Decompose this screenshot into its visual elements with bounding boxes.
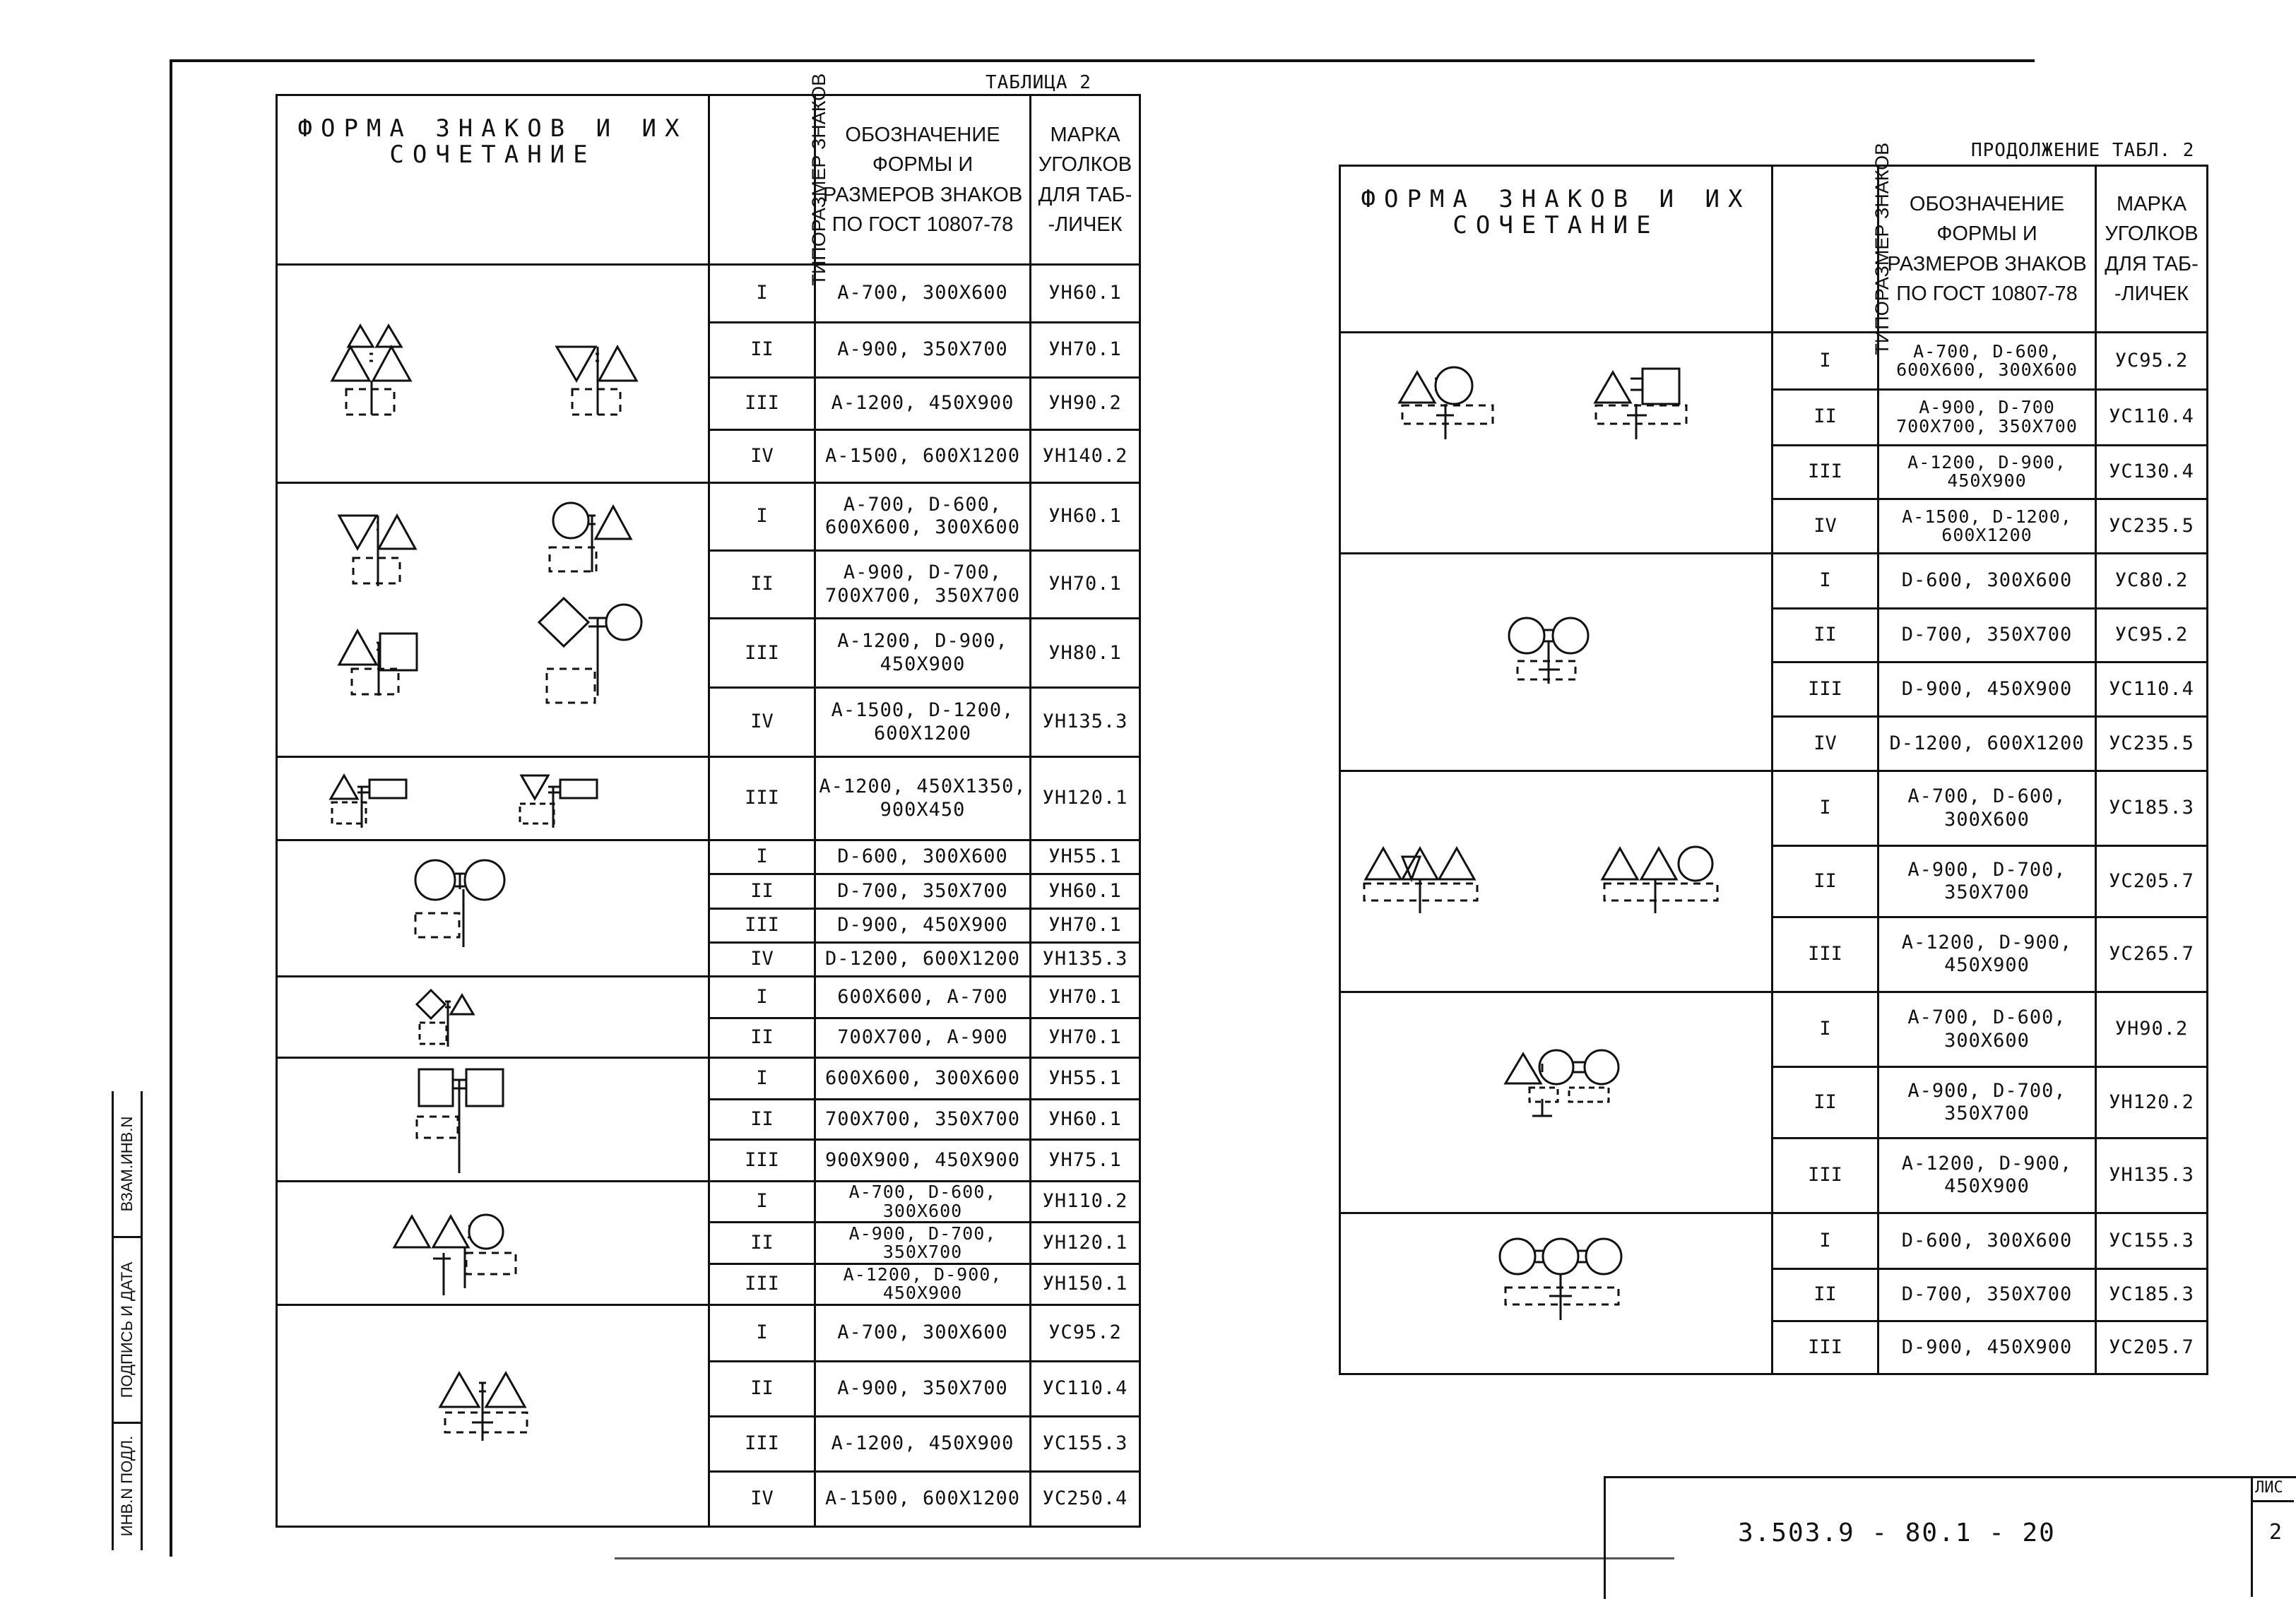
sheet-label: ЛИС bbox=[2255, 1479, 2283, 1497]
size-type-cell: III bbox=[709, 757, 815, 840]
designation-cell: А-900, D-700, 350Х700 bbox=[815, 1223, 1031, 1264]
mark-cell: УН80.1 bbox=[1031, 619, 1140, 688]
table-header-row bbox=[277, 95, 1140, 265]
designation-cell: А-1200, D-900, 450Х900 bbox=[1878, 917, 2096, 992]
designation-cell: D-600, 300Х600 bbox=[1878, 1213, 2096, 1269]
mark-cell: УН60.1 bbox=[1031, 1100, 1140, 1140]
size-type-cell: I bbox=[1773, 992, 1878, 1067]
size-type-cell: III bbox=[709, 1139, 815, 1181]
stamp-replace-inv: ВЗАМ.ИНВ.N bbox=[114, 1091, 141, 1238]
mark-cell: УН140.2 bbox=[1031, 430, 1140, 483]
sign-combination-triangle-row bbox=[1340, 771, 1773, 992]
stamp-signature-date: ПОДПИСЬ И ДАТА bbox=[114, 1238, 141, 1424]
stamp-inv-orig: ИНВ.N ПОДЛ. bbox=[118, 1435, 136, 1537]
table-row bbox=[1340, 554, 2208, 609]
mark-cell: УС130.4 bbox=[2096, 445, 2208, 499]
designation-cell: А-1200, 450Х900 bbox=[815, 1417, 1031, 1472]
designation-cell: А-900, 350Х700 bbox=[815, 1362, 1031, 1417]
sign-combination-triangles-circle bbox=[277, 1182, 709, 1305]
mark-cell: УН135.3 bbox=[2096, 1138, 2208, 1213]
header-form-of-signs: ФОРМА ЗНАКОВ И ИХ СОЧЕТАНИЕ bbox=[277, 95, 709, 265]
mark-cell: УН55.1 bbox=[1031, 1058, 1140, 1100]
size-type-cell: I bbox=[1773, 1213, 1878, 1269]
table-row bbox=[277, 977, 1140, 1018]
size-type-cell: II bbox=[1773, 1268, 1878, 1321]
designation-cell: А-1200, D-900, 450Х900 bbox=[815, 619, 1031, 688]
designation-cell: D-700, 350Х700 bbox=[1878, 1268, 2096, 1321]
designation-cell: А-1500, 600Х1200 bbox=[815, 430, 1031, 483]
designation-cell: А-1200, 450Х900 bbox=[815, 378, 1031, 430]
header-designation: ОБОЗНАЧЕНИЕ ФОРМЫ И РАЗМЕРОВ ЗНАКОВ ПО ГОСТ 10807-78 bbox=[815, 95, 1031, 265]
table-row bbox=[1340, 333, 2208, 390]
mark-cell: УС95.2 bbox=[1031, 1305, 1140, 1362]
sign-combination-diamond-triangle bbox=[277, 977, 709, 1058]
table-row bbox=[1340, 1213, 2208, 1269]
mark-cell: УС250.4 bbox=[1031, 1472, 1140, 1527]
mark-cell: УС95.2 bbox=[2096, 609, 2208, 662]
size-type-cell: II bbox=[1773, 846, 1878, 917]
table-row bbox=[277, 757, 1140, 840]
mark-cell: УН70.1 bbox=[1031, 550, 1140, 619]
sign-combination-two-triangles-post bbox=[277, 1305, 709, 1527]
size-type-cell: III bbox=[709, 378, 815, 430]
size-type-cell: II bbox=[709, 323, 815, 378]
header-form-of-signs: ФОРМА ЗНАКОВ И ИХ СОЧЕТАНИЕ bbox=[1340, 166, 1773, 333]
designation-cell: D-900, 450Х900 bbox=[1878, 1321, 2096, 1374]
size-type-cell: III bbox=[1773, 1138, 1878, 1213]
size-type-cell: II bbox=[1773, 389, 1878, 445]
header-size-type: ТИПОРАЗМЕР ЗНАКОВ bbox=[709, 95, 815, 265]
size-type-cell: II bbox=[709, 874, 815, 908]
mark-cell: УН110.2 bbox=[1031, 1182, 1140, 1223]
designation-cell: А-1500, D-1200, 600Х1200 bbox=[1878, 499, 2096, 554]
designation-cell: А-1500, D-1200, 600Х1200 bbox=[815, 688, 1031, 757]
designation-cell: А-700, 300Х600 bbox=[815, 1305, 1031, 1362]
mark-cell: УН90.2 bbox=[2096, 992, 2208, 1067]
mark-cell: УН135.3 bbox=[1031, 688, 1140, 757]
sign-combination-triangle-two-circles bbox=[1340, 992, 1773, 1213]
table-header-row bbox=[1340, 166, 2208, 333]
sheet-number: 2 bbox=[2269, 1520, 2283, 1545]
mark-cell: УС265.7 bbox=[2096, 917, 2208, 992]
designation-cell: А-700, 300Х600 bbox=[815, 265, 1031, 323]
designation-cell: D-700, 350Х700 bbox=[815, 874, 1031, 908]
size-type-cell: I bbox=[709, 483, 815, 551]
sign-combination-triangles bbox=[277, 265, 709, 483]
mark-cell: УС205.7 bbox=[2096, 1321, 2208, 1374]
mark-cell: УН60.1 bbox=[1031, 874, 1140, 908]
designation-cell: D-600, 300Х600 bbox=[815, 840, 1031, 874]
mark-cell: УН150.1 bbox=[1031, 1264, 1140, 1304]
table-row bbox=[277, 1058, 1140, 1100]
designation-cell: D-900, 450Х900 bbox=[815, 908, 1031, 942]
mark-cell: УС110.4 bbox=[1031, 1362, 1140, 1417]
designation-cell: D-1200, 600Х1200 bbox=[815, 942, 1031, 976]
size-type-cell: I bbox=[709, 977, 815, 1018]
table-row bbox=[277, 840, 1140, 874]
mark-cell: УН70.1 bbox=[1031, 323, 1140, 378]
designation-cell: А-700, D-600, 300Х600 bbox=[815, 1182, 1031, 1223]
size-type-cell: II bbox=[1773, 1067, 1878, 1138]
size-type-cell: IV bbox=[1773, 499, 1878, 554]
mark-cell: УС185.3 bbox=[2096, 1268, 2208, 1321]
size-type-cell: III bbox=[709, 1264, 815, 1304]
table-row bbox=[1340, 992, 2208, 1067]
frame-bottom-line bbox=[615, 1557, 1674, 1559]
size-type-cell: I bbox=[1773, 333, 1878, 390]
mark-cell: УС155.3 bbox=[1031, 1417, 1140, 1472]
sheet-divider bbox=[2251, 1500, 2294, 1502]
designation-cell: 700Х700, 350Х700 bbox=[815, 1100, 1031, 1140]
size-type-cell: III bbox=[1773, 1321, 1878, 1374]
designation-cell: D-700, 350Х700 bbox=[1878, 609, 2096, 662]
mark-cell: УН70.1 bbox=[1031, 1018, 1140, 1058]
size-type-cell: III bbox=[1773, 662, 1878, 717]
designation-cell: А-900, 350Х700 bbox=[815, 323, 1031, 378]
designation-cell: А-1200, D-900, 450Х900 bbox=[1878, 1138, 2096, 1213]
size-type-cell: II bbox=[709, 1018, 815, 1058]
designation-cell: D-1200, 600Х1200 bbox=[1878, 717, 2096, 771]
size-type-cell: II bbox=[709, 1362, 815, 1417]
size-type-cell: IV bbox=[709, 942, 815, 976]
designation-cell: А-900, D-700, 700Х700, 350Х700 bbox=[815, 550, 1031, 619]
mark-cell: УН90.2 bbox=[1031, 378, 1140, 430]
mark-cell: УС235.5 bbox=[2096, 717, 2208, 771]
designation-cell: А-1200, 450Х1350, 900Х450 bbox=[815, 757, 1031, 840]
designation-cell: А-900, D-700 700Х700, 350Х700 bbox=[1878, 389, 2096, 445]
mark-cell: УС95.2 bbox=[2096, 333, 2208, 390]
mark-cell: УС205.7 bbox=[2096, 846, 2208, 917]
header-size-type: ТИПОРАЗМЕР ЗНАКОВ bbox=[1773, 166, 1878, 333]
frame-left-line bbox=[170, 59, 172, 1557]
table-row bbox=[1340, 771, 2208, 846]
sign-combination-two-squares bbox=[277, 1058, 709, 1182]
mark-cell: УС110.4 bbox=[2096, 389, 2208, 445]
header-angle-mark: МАРКА УГОЛКОВ ДЛЯ ТАБ- -ЛИЧЕК bbox=[1031, 95, 1140, 265]
sign-combination-two-circles bbox=[1340, 554, 1773, 771]
designation-cell: А-900, D-700, 350Х700 bbox=[1878, 1067, 2096, 1138]
size-type-cell: III bbox=[709, 619, 815, 688]
size-type-cell: I bbox=[1773, 771, 1878, 846]
designation-cell: D-900, 450Х900 bbox=[1878, 662, 2096, 717]
sign-combination-mixed bbox=[277, 483, 709, 757]
sign-combination-triangle-circle-square bbox=[1340, 333, 1773, 554]
table-row bbox=[277, 1305, 1140, 1362]
size-type-cell: II bbox=[709, 550, 815, 619]
size-type-cell: I bbox=[709, 1058, 815, 1100]
size-type-cell: I bbox=[709, 265, 815, 323]
mark-cell: УС185.3 bbox=[2096, 771, 2208, 846]
mark-cell: УН120.2 bbox=[2096, 1067, 2208, 1138]
sign-combination-triangle-rectangle bbox=[277, 757, 709, 840]
designation-cell: 600Х600, 300Х600 bbox=[815, 1058, 1031, 1100]
size-type-cell: I bbox=[709, 840, 815, 874]
designation-cell: А-900, D-700, 350Х700 bbox=[1878, 846, 2096, 917]
mark-cell: УН70.1 bbox=[1031, 908, 1140, 942]
mark-cell: УН120.1 bbox=[1031, 757, 1140, 840]
table-row bbox=[277, 483, 1140, 551]
size-type-cell: I bbox=[709, 1182, 815, 1223]
frame-top-line bbox=[170, 59, 2035, 62]
designation-cell: А-700, D-600, 300Х600 bbox=[1878, 771, 2096, 846]
size-type-cell: IV bbox=[709, 430, 815, 483]
size-type-cell: II bbox=[1773, 609, 1878, 662]
size-type-cell: II bbox=[709, 1100, 815, 1140]
size-type-cell: IV bbox=[1773, 717, 1878, 771]
mark-cell: УС235.5 bbox=[2096, 499, 2208, 554]
header-designation: ОБОЗНАЧЕНИЕ ФОРМЫ И РАЗМЕРОВ ЗНАКОВ ПО ГОСТ 10807-78 bbox=[1878, 166, 2096, 333]
size-type-cell: III bbox=[1773, 445, 1878, 499]
designation-cell: А-1200, D-900, 450Х900 bbox=[815, 1264, 1031, 1304]
size-type-cell: III bbox=[1773, 917, 1878, 992]
margin-stamp bbox=[112, 1091, 143, 1550]
document-code: 3.503.9 - 80.1 - 20 bbox=[1738, 1518, 2056, 1547]
designation-cell: А-1500, 600Х1200 bbox=[815, 1472, 1031, 1527]
size-type-cell: III bbox=[709, 908, 815, 942]
designation-cell: 600Х600, А-700 bbox=[815, 977, 1031, 1018]
mark-cell: УН75.1 bbox=[1031, 1139, 1140, 1181]
sign-combination-three-circles bbox=[1340, 1213, 1773, 1374]
size-type-cell: IV bbox=[709, 1472, 815, 1527]
size-type-cell: IV bbox=[709, 688, 815, 757]
designation-cell: А-700, D-600, 600Х600, 300Х600 bbox=[815, 483, 1031, 551]
left-table-caption: ТАБЛИЦА 2 bbox=[986, 72, 1091, 93]
designation-cell: D-600, 300Х600 bbox=[1878, 554, 2096, 609]
mark-cell: УН70.1 bbox=[1031, 977, 1140, 1018]
header-angle-mark: МАРКА УГОЛКОВ ДЛЯ ТАБ- -ЛИЧЕК bbox=[2096, 166, 2208, 333]
mark-cell: УН135.3 bbox=[1031, 942, 1140, 976]
size-type-cell: I bbox=[1773, 554, 1878, 609]
mark-cell: УН120.1 bbox=[1031, 1223, 1140, 1264]
mark-cell: УС155.3 bbox=[2096, 1213, 2208, 1269]
table-row bbox=[277, 1182, 1140, 1223]
mark-cell: УН60.1 bbox=[1031, 265, 1140, 323]
mark-cell: УН55.1 bbox=[1031, 840, 1140, 874]
table-row bbox=[277, 265, 1140, 323]
designation-cell: 700Х700, А-900 bbox=[815, 1018, 1031, 1058]
mark-cell: УН60.1 bbox=[1031, 483, 1140, 551]
designation-cell: А-1200, D-900, 450Х900 bbox=[1878, 445, 2096, 499]
right-table-caption: ПРОДОЛЖЕНИЕ ТАБЛ. 2 bbox=[1971, 140, 2195, 161]
size-type-cell: I bbox=[709, 1305, 815, 1362]
size-type-cell: II bbox=[709, 1223, 815, 1264]
designation-cell: А-700, D-600, 300Х600 bbox=[1878, 992, 2096, 1067]
designation-cell: 900Х900, 450Х900 bbox=[815, 1139, 1031, 1181]
mark-cell: УС110.4 bbox=[2096, 662, 2208, 717]
sign-combination-two-circles bbox=[277, 840, 709, 977]
size-type-cell: III bbox=[709, 1417, 815, 1472]
designation-cell: А-700, D-600, 600Х600, 300Х600 bbox=[1878, 333, 2096, 390]
mark-cell: УС80.2 bbox=[2096, 554, 2208, 609]
